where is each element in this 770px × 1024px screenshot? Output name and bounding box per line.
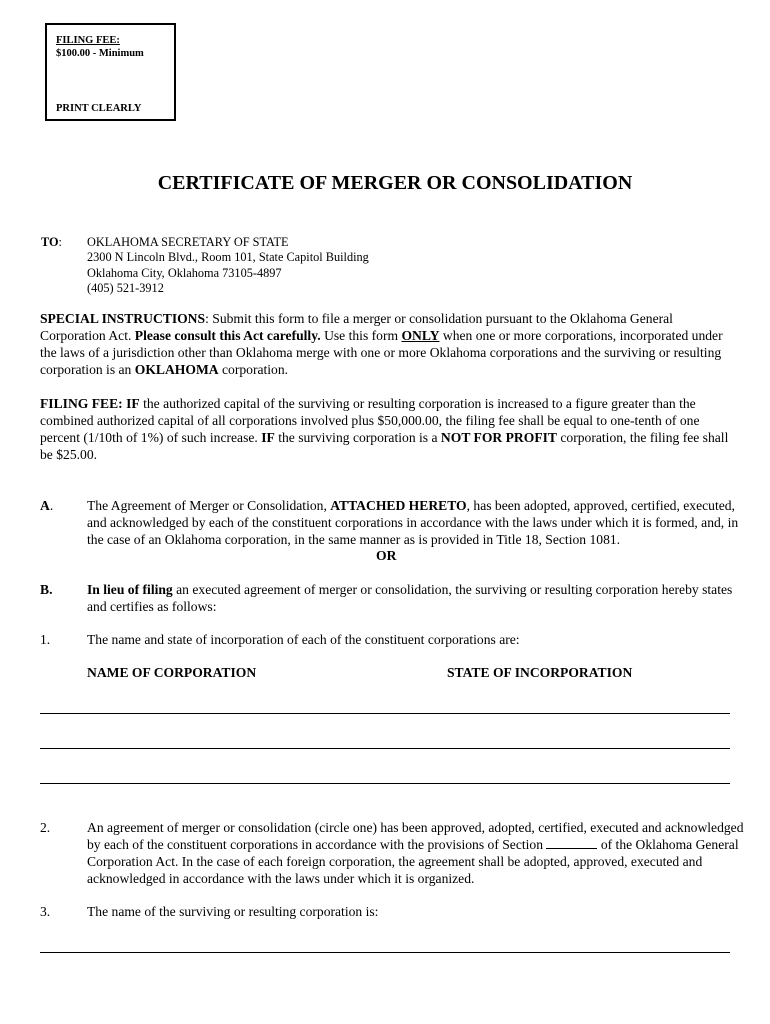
to-label: TO: [41,235,62,249]
to-address [87,235,369,296]
section-b-marker: B. [40,582,53,597]
address-line: OKLAHOMA SECRETARY OF STATE [87,235,289,249]
or-separator: OR [376,548,397,563]
section-a-marker: A. [40,498,54,513]
item-3-marker: 3. [40,904,51,919]
item-2-text: An agreement of merger or consolidation (circle one) has been approved, adopted, certified, executed and acknowledged by each of the constituent corporations in accordance with the provisions of Section of the Oklahoma General Corporation Act. In the case of each foreign corporation, the agreement shall be adopted, approved, executed and acknowledged in accordance with the laws under which it is organized. [87,820,744,886]
corporation-entry-line-1[interactable] [40,713,730,714]
fee-box-amount: $100.00 - Minimum [56,48,144,59]
corporation-entry-line-2[interactable] [40,748,730,749]
document-title: CERTIFICATE OF MERGER OR CONSOLIDATION [157,172,633,194]
section-number-blank[interactable] [546,837,597,849]
special-instructions: SPECIAL INSTRUCTIONS: Submit this form to file a merger or consolidation pursuant to the Oklahoma General Corporation Act. Please consult this Act carefully. Use this form ONLY when one or more corporations, incorporated under the laws of a jurisdiction other than Oklahoma merge with one or more Oklahoma corporations and the surviving or resulting corporation is an OKLAHOMA corporation. [40,311,723,377]
fee-box-label: FILING FEE: [56,35,120,46]
item-3-text: The name of the surviving or resulting corporation is: [87,904,379,919]
section-a-text: The Agreement of Merger or Consolidation, ATTACHED HERETO, has been adopted, approved, certified, executed, and acknowledged by each of the constituent corporations in accordance with the laws under which it is formed, and, in the case of an Oklahoma corporation, in the same manner as is provided in Title 18, Section 1081. [87,498,739,547]
section-b-text: In lieu of filing an executed agreement of merger or consolidation, the surviving or resulting corporation hereby states and certifies as follows: [87,582,733,614]
item-1-text: The name and state of incorporation of each of the constituent corporations are: [87,632,520,647]
address-line: 2300 N Lincoln Blvd., Room 101, State Capitol Building [87,250,369,265]
print-clearly-note: PRINT CLEARLY [56,103,142,114]
state-of-incorporation-header: STATE OF INCORPORATION [447,665,633,680]
filing-fee-paragraph: FILING FEE: IF the authorized capital of the surviving or resulting corporation is increased to a figure greater than the combined authorized capital of all corporations involved plus $50,000.00, the filing fee shall be equal to one-tenth of one percent (1/10th of 1%) of such increase. IF the surviving corporation is a NOT FOR PROFIT corporation, the filing fee shall be $25.00. [40,396,729,462]
address-line: Oklahoma City, Oklahoma 73105-4897 [87,265,282,280]
item-1-marker: 1. [40,632,51,647]
address-line: (405) 521-3912 [87,280,164,295]
surviving-corporation-entry-line[interactable] [40,952,730,953]
corporation-entry-line-3[interactable] [40,783,730,784]
name-of-corporation-header: NAME OF CORPORATION [87,665,257,680]
item-2-marker: 2. [40,820,51,835]
filing-fee-box [45,23,176,121]
